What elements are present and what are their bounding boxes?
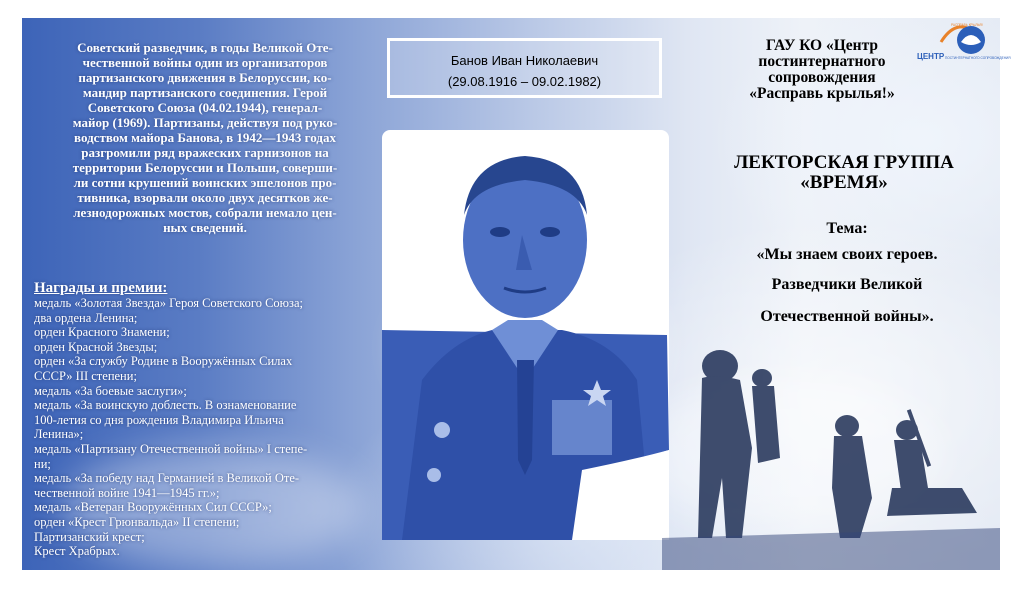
- list-item: орден Красного Знамени;: [34, 325, 170, 340]
- list-item: СССР» III степени;: [34, 368, 137, 383]
- topic-line: «Мы знаем своих героев.: [756, 246, 938, 263]
- list-item: медаль «Золотая Звезда» Героя Советского Союза;: [34, 296, 303, 310]
- list-item: медаль «За воинскую доблесть. В ознаменование: [34, 398, 297, 413]
- list-item: орден «За службу Родине в Вооружённых Силах: [34, 354, 293, 369]
- person-dates: (29.08.1916 – 09.02.1982): [447, 74, 602, 89]
- biography-text: Советский разведчик, в годы Великой Оте- чественной войны один из организаторов партизанского движения в Белоруссии, ко- мандир партизанского соединения. Герой Советского Союза (04.02.1944), генерал- майор (1969). Партизаны, действуя под руко- водством майора Банова, в 1942—1943 годах разгромили ряд вражеских гарнизонов на территории Белоруссии и Польши, соверши- ли сотни крушений воинских эшелонов про- тивника, взорвали около двух десятков же- лезнодорожных мостов, собрали немало цен- ных сведений.: [72, 40, 338, 235]
- list-item: орден Красной Звезды;: [34, 339, 158, 354]
- list-item: чественной войне 1941—1945 гг.»;: [34, 485, 220, 500]
- portrait-photo: [382, 130, 669, 540]
- topic-label: Тема:: [826, 220, 868, 237]
- list-item: Крест Храбрых.: [34, 544, 120, 559]
- list-item: Партизанский крест;: [34, 529, 145, 544]
- person-name: Банов Иван Николаевич: [450, 53, 599, 68]
- logo-subtext: ПОСТИНТЕРНАТНОГО СОПРОВОЖДЕНИЯ: [945, 56, 1011, 60]
- list-item: Ленина»;: [34, 427, 84, 442]
- topic-block: [702, 216, 992, 332]
- poster: [22, 18, 1011, 570]
- list-item: медаль «За боевые заслуги»;: [34, 383, 187, 398]
- list-item: медаль «Ветеран Вооружённых Сил СССР»;: [34, 500, 272, 515]
- list-item: медаль «За победу над Германией в Великой Оте-: [34, 471, 300, 486]
- name-box: [387, 38, 662, 98]
- lecture-group-title: ЛЕКТОРСКАЯ ГРУППА «ВРЕМЯ»: [734, 152, 954, 193]
- list-item: медаль «Партизану Отечественной войны» I степе-: [34, 441, 308, 456]
- organization-title: ГАУ КО «Центр постинтернатного сопровождения «Расправь крылья!»: [749, 37, 895, 102]
- list-item: два ордена Ленина;: [34, 310, 138, 325]
- logo-text: ЦЕНТР: [917, 52, 945, 61]
- awards-heading: Награды и премии:: [34, 280, 168, 296]
- organization-logo: [915, 20, 1011, 68]
- list-item: ни;: [34, 456, 51, 471]
- soldiers-silhouette: [662, 338, 1000, 570]
- awards-list: [34, 296, 384, 559]
- list-item: орден «Крест Грюнвальда» II степени;: [34, 514, 240, 529]
- topic-line: Разведчики Великой: [771, 276, 923, 293]
- list-item: 100-летия со дня рождения Владимира Ильича: [34, 412, 284, 427]
- portrait-image: [382, 130, 669, 540]
- topic-line: Отечественной войны».: [760, 308, 934, 325]
- logo-arc-text: РАСПРАВЬ КРЫЛЬЯ!: [951, 23, 983, 27]
